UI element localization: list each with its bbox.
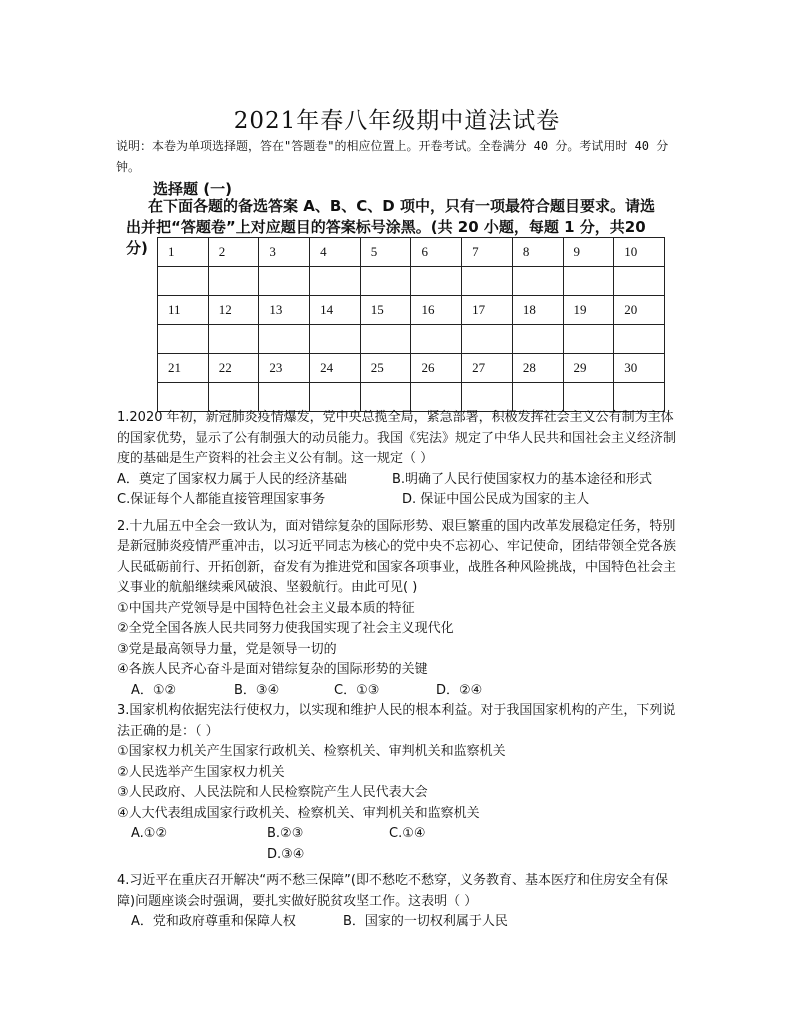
statement: ④人大代表组成国家行政机关、检察机关、审判机关和监察机关 [117, 805, 480, 821]
answer-cell[interactable] [614, 267, 665, 296]
grid-cell: 29 [563, 354, 614, 383]
grid-cell: 23 [259, 354, 310, 383]
answer-grid-blank-row [158, 325, 665, 354]
answer-cell[interactable] [208, 325, 259, 354]
grid-cell: 10 [614, 238, 665, 267]
answer-cell[interactable] [310, 267, 361, 296]
grid-cell: 7 [462, 238, 513, 267]
statement: ①中国共产党领导是中国特色社会主义最本质的特征 [117, 600, 415, 616]
instruction-line-1: 在下面各题的备选答案 A、B、C、D 项中，只有一项最符合题目要求。请选 [148, 197, 655, 215]
answer-grid-number-row [158, 238, 665, 267]
grid-cell: 1 [158, 238, 209, 267]
option-a[interactable]: A.①② [131, 826, 168, 841]
answer-grid [157, 237, 665, 412]
option-c[interactable]: C.保证每个人都能直接管理国家事务 [117, 492, 326, 507]
grid-cell: 24 [310, 354, 361, 383]
grid-cell: 22 [208, 354, 259, 383]
answer-cell[interactable] [411, 267, 462, 296]
statement: ②人民选举产生国家权力机关 [117, 764, 285, 780]
option-c[interactable]: C．①③ [334, 682, 380, 698]
statement: ④各族人民齐心奋斗是面对错综复杂的国际形势的关键 [117, 662, 428, 677]
answer-grid-blank-row [158, 267, 665, 296]
statement: ②全党全国各族人民共同努力使我国实现了社会主义现代化 [117, 621, 454, 636]
option-row [117, 824, 677, 845]
page-title: 2021年春八年级期中道法试卷 [233, 108, 561, 134]
exam-note: 说明：本卷为单项选择题，答在"答题卷"的相应位置上。开卷考试。全卷满分 40 分。考试用时 40 分钟。 [116, 139, 669, 174]
answer-cell[interactable] [512, 325, 563, 354]
grid-cell: 19 [563, 296, 614, 325]
answer-cell[interactable] [462, 325, 513, 354]
answer-cell[interactable] [563, 325, 614, 354]
question-list [117, 408, 677, 933]
question-stem: 1.2020 年初，新冠肺炎疫情爆发，党中央总揽全局，紧急部署，积极发挥社会主义公有制为主体的国家优势，显示了公有制强大的动员能力。我国《宪法》规定了中华人民共和国社会主义经济制度的基础是生产资料的社会主义公有制。这一规定（ ） [117, 410, 677, 466]
answer-cell[interactable] [158, 325, 209, 354]
statement: ③党是最高领导力量，党是领导一切的 [117, 641, 337, 657]
question-2 [117, 517, 677, 702]
question-stem: 3.国家机构依据宪法行使权力，以实现和维护人民的根本利益。对于我国国家机构的产生，下列说法正确的是：（ ） [117, 703, 676, 739]
grid-cell: 3 [259, 238, 310, 267]
option-b[interactable]: B．国家的一切权利属于人民 [343, 914, 508, 929]
statement: ③人民政府、人民法院和人民检察院产生人民代表大会 [117, 785, 428, 800]
answer-cell[interactable] [360, 325, 411, 354]
grid-cell: 12 [208, 296, 259, 325]
answer-cell[interactable] [614, 325, 665, 354]
option-a[interactable]: A．党和政府尊重和保障人权 [131, 914, 296, 929]
grid-cell: 4 [310, 238, 361, 267]
answer-cell[interactable] [411, 325, 462, 354]
question-4 [117, 871, 677, 933]
grid-cell: 27 [462, 354, 513, 383]
grid-cell: 20 [614, 296, 665, 325]
answer-cell[interactable] [360, 267, 411, 296]
grid-cell: 16 [411, 296, 462, 325]
grid-cell: 2 [208, 238, 259, 267]
option-a[interactable]: A．奠定了国家权力属于人民的经济基础 [117, 471, 347, 487]
answer-cell[interactable] [310, 325, 361, 354]
answer-cell[interactable] [563, 267, 614, 296]
grid-cell: 26 [411, 354, 462, 383]
option-b[interactable]: B．③④ [234, 682, 280, 698]
option-row [117, 470, 677, 491]
grid-cell: 15 [360, 296, 411, 325]
question-3 [117, 701, 677, 865]
grid-cell: 28 [512, 354, 563, 383]
grid-cell: 30 [614, 354, 665, 383]
instruction-line-2: 出并把“答题卷”上对应题目的答案标号涂黑。(共 20 小题，每题 1 分，共20 分) [126, 218, 646, 257]
section-heading: 选择题 (一) [153, 180, 232, 198]
question-1 [117, 408, 677, 511]
answer-cell[interactable] [208, 267, 259, 296]
option-row [117, 490, 677, 511]
grid-cell: 9 [563, 238, 614, 267]
option-row [117, 912, 677, 933]
option-c[interactable]: C.①④ [389, 826, 426, 841]
grid-cell: 17 [462, 296, 513, 325]
question-stem: 4.习近平在重庆召开解决“两不愁三保障”(即不愁吃不愁穿，义务教育、基本医疗和住房安全有保障)问题座谈会时强调，要扎实做好脱贫攻坚工作。这表明（ ） [117, 873, 668, 909]
option-b[interactable]: B.②③ [267, 826, 304, 841]
option-row [117, 845, 677, 866]
answer-cell[interactable] [462, 267, 513, 296]
grid-cell: 13 [259, 296, 310, 325]
answer-grid-number-row [158, 354, 665, 383]
option-d[interactable]: D．②④ [436, 682, 483, 698]
grid-cell: 5 [360, 238, 411, 267]
option-d[interactable]: D. 保证中国公民成为国家的主人 [402, 492, 590, 507]
grid-cell: 18 [512, 296, 563, 325]
answer-grid-number-row [158, 296, 665, 325]
grid-cell: 11 [158, 296, 209, 325]
answer-cell[interactable] [259, 325, 310, 354]
option-b[interactable]: B.明确了人民行使国家权力的基本途径和形式 [392, 471, 653, 487]
question-stem: 2.十九届五中全会一致认为，面对错综复杂的国际形势、艰巨繁重的国内改革发展稳定任务，特别是新冠肺炎疫情严重冲击，以习近平同志为核心的党中央不忘初心、牢记使命，团结带领全党各族人民砥砺前行、开拓创新，奋发有为推进党和国家各项事业，战胜各种风险挑战，中国特色社会主义事业的航船继续乘风破浪、坚毅航行。由此可见( ) [117, 518, 677, 595]
option-row [117, 681, 677, 702]
answer-cell[interactable] [158, 267, 209, 296]
answer-cell[interactable] [259, 267, 310, 296]
grid-cell: 6 [411, 238, 462, 267]
grid-cell: 25 [360, 354, 411, 383]
answer-cell[interactable] [512, 267, 563, 296]
grid-cell: 14 [310, 296, 361, 325]
grid-cell: 8 [512, 238, 563, 267]
statement: ①国家权力机关产生国家行政机关、检察机关、审判机关和监察机关 [117, 744, 506, 759]
grid-cell: 21 [158, 354, 209, 383]
option-d[interactable]: D.③④ [267, 846, 305, 862]
option-a[interactable]: A．①② [131, 682, 177, 698]
